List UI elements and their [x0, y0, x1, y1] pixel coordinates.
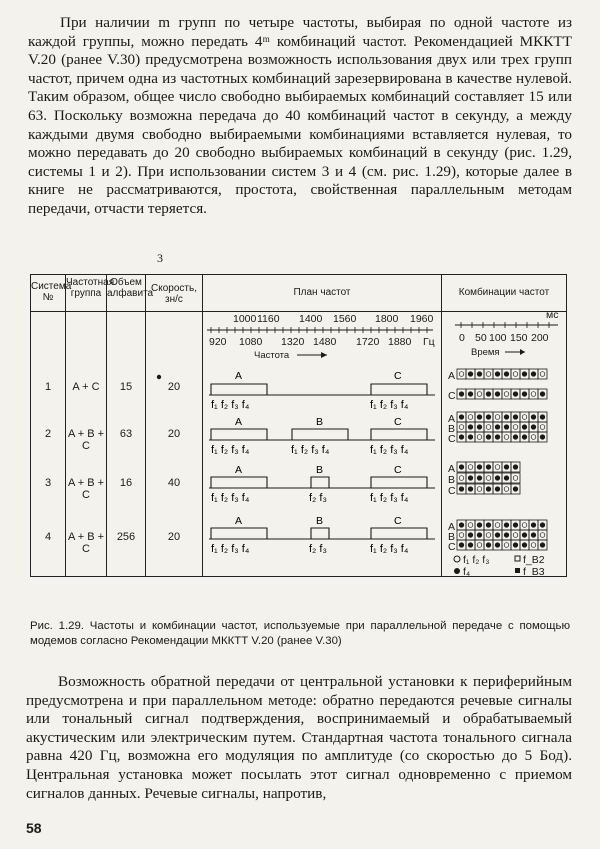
combo-dot: [459, 392, 464, 397]
combo-dot: [477, 415, 482, 420]
combination-grids: [457, 369, 547, 550]
paragraph-reverse-transmission: [26, 673, 572, 803]
combo-dot: [504, 372, 509, 377]
row2-band-c: C: [394, 416, 402, 428]
combo-cell: [529, 432, 538, 442]
combo-dot: [504, 435, 509, 440]
stray-dot: [157, 375, 161, 379]
figure-caption: Рис. 1.29. Частоты и комбинации частот, используемые при параллельной передаче с помощью модемов согласно Рекомендации МККТТ V.20 (ранее V.30): [30, 620, 570, 647]
row2-num: 2: [44, 428, 52, 440]
combo-dot: [468, 465, 473, 470]
combo-dot: [459, 487, 464, 492]
row2-band-b: B: [316, 416, 324, 428]
combo-dot: [477, 543, 482, 548]
combo-dot: [486, 533, 491, 538]
combo-cell: [520, 412, 529, 422]
combo-dot: [468, 487, 473, 492]
page-number: 58: [26, 820, 42, 836]
combo-dot: [477, 476, 482, 481]
combo-dot: [540, 523, 545, 528]
row4-band-c: C: [394, 515, 402, 527]
combo-dot: [468, 543, 473, 548]
row2-volume: 63: [119, 428, 133, 440]
paragraph-reverse-transmission-text: Возможность обратной передачи от центральной установки к периферийным предусмотрена и при параллельном методе: обратно передаются речевые сигналы или тональный сигнал подтверждения, воспринимаемый и обрабатываемый акустическим или электрическим путем. Стандартная частота тонального сигнала равна 420 Гц, возможна его модуляция по амплитуде (со скоростью до 5 Бод). Центральная установка может посылать этот сигнал одновременно с приемом сигналов данных. Речевые сигналы, напротив,: [26, 673, 572, 802]
combo-cell: [502, 389, 511, 399]
row3-band-a: A: [235, 464, 243, 476]
combo-dot: [531, 543, 536, 548]
combo-dot: [513, 372, 518, 377]
combo-dot: [504, 415, 509, 420]
combo-dot: [477, 533, 482, 538]
combo-dot: [468, 372, 473, 377]
combo-dot: [504, 392, 509, 397]
combo-dot: [522, 415, 527, 420]
legend-open-square: [515, 556, 520, 561]
row3-freqs-a: f₁ f₂ f₃ f₄: [211, 492, 250, 504]
time-150: 150: [510, 332, 528, 344]
row3-freqs-b: f₂ f₃: [309, 492, 327, 504]
row2-combo-a: A: [448, 413, 456, 425]
combo-dot: [540, 425, 545, 430]
combo-dot: [495, 543, 500, 548]
time-unit: мс: [546, 309, 559, 321]
combo-dot: [504, 523, 509, 528]
row4-freqs-c: f₁ f₂ f₃ f₄: [370, 543, 409, 555]
freq-bot-1480: 1480: [313, 336, 337, 348]
row1-groups: A + C: [72, 381, 100, 393]
header-combinations: Комбинации частот: [458, 287, 550, 298]
combo-dot: [513, 465, 518, 470]
combo-dot: [468, 476, 473, 481]
combo-cell: [502, 540, 511, 550]
row4-num: 4: [44, 531, 52, 543]
combo-dot: [522, 533, 527, 538]
legend-fb2: f_B2: [523, 554, 545, 566]
freq-bot-1880: 1880: [388, 336, 412, 348]
combo-cell: [502, 484, 511, 494]
combo-dot: [459, 523, 464, 528]
plan-row2: [209, 429, 435, 440]
combo-cell: [493, 412, 502, 422]
combo-dot: [486, 415, 491, 420]
combo-cell: [502, 432, 511, 442]
combo-dot: [522, 523, 527, 528]
combo-dot: [468, 523, 473, 528]
combo-dot: [531, 523, 536, 528]
combo-dot: [531, 533, 536, 538]
combo-cell: [457, 369, 466, 379]
combo-dot: [477, 435, 482, 440]
figure-table: [30, 274, 567, 577]
combo-dot: [540, 435, 545, 440]
combo-dot: [531, 425, 536, 430]
combo-dot: [477, 392, 482, 397]
combo-dot: [540, 533, 545, 538]
legend-open-circle: [454, 556, 460, 562]
header-system: Система №: [31, 281, 72, 303]
combo-dot: [513, 476, 518, 481]
plan-row3: [209, 477, 435, 488]
combo-dot: [495, 523, 500, 528]
legend-f123: f₁ f₂ f₃: [463, 554, 490, 566]
combo-dot: [513, 543, 518, 548]
combo-dot: [459, 415, 464, 420]
row4-combo-b: B: [448, 531, 456, 543]
combo-cell: [466, 462, 475, 472]
row1-combo-c: C: [448, 390, 456, 402]
combo-dot: [486, 476, 491, 481]
combo-dot: [504, 533, 509, 538]
combo-dot: [495, 392, 500, 397]
combo-dot: [495, 533, 500, 538]
row3-combo-a: A: [448, 463, 456, 475]
row1-combo-a: A: [448, 370, 456, 382]
combo-dot: [513, 435, 518, 440]
combo-dot: [468, 415, 473, 420]
combo-dot: [486, 435, 491, 440]
combo-dot: [531, 392, 536, 397]
combo-cell: [475, 540, 484, 550]
row4-combo-c: C: [448, 541, 456, 553]
row2-combo-b: B: [448, 423, 456, 435]
combo-dot: [459, 425, 464, 430]
combo-dot: [468, 425, 473, 430]
combo-dot: [513, 533, 518, 538]
combo-dot: [522, 392, 527, 397]
combo-cell: [493, 520, 502, 530]
frequency-scale: [207, 313, 435, 361]
legend-filled-square: [515, 568, 520, 573]
combo-dot: [477, 487, 482, 492]
combo-dot: [486, 372, 491, 377]
combo-dot: [468, 533, 473, 538]
plan-row4: [209, 528, 435, 539]
combo-dot: [513, 425, 518, 430]
combo-cell: [457, 530, 466, 540]
row3-combo-b: B: [448, 474, 456, 486]
combo-dot: [540, 543, 545, 548]
time-scale: [455, 309, 558, 358]
combo-dot: [486, 543, 491, 548]
combo-dot: [486, 425, 491, 430]
freq-bot-1720: 1720: [356, 336, 380, 348]
combo-dot: [522, 543, 527, 548]
plan-row1: [209, 384, 435, 395]
row3-volume: 16: [119, 477, 133, 489]
row1-freqs-a: f₁ f₂ f₃ f₄: [211, 399, 250, 411]
combo-cell: [511, 369, 520, 379]
combo-dot: [531, 435, 536, 440]
combo-cell: [538, 530, 547, 540]
row4-freqs-b: f₂ f₃: [309, 543, 327, 555]
row2-groups: A + B + C: [67, 428, 105, 452]
combo-dot: [504, 476, 509, 481]
combo-dot: [468, 392, 473, 397]
freq-top-1160: 1160: [257, 313, 280, 325]
combo-dot: [522, 435, 527, 440]
combo-cell: [457, 473, 466, 483]
combo-dot: [486, 465, 491, 470]
time-axis-label: Время: [471, 347, 500, 358]
combo-dot: [513, 487, 518, 492]
combo-cell: [529, 540, 538, 550]
combo-dot: [522, 372, 527, 377]
combo-dot: [495, 435, 500, 440]
combo-cell: [538, 422, 547, 432]
combo-cell: [475, 389, 484, 399]
freq-bot-1320: 1320: [281, 336, 305, 348]
combo-dot: [468, 435, 473, 440]
row1-speed: 20: [167, 381, 181, 393]
combo-dot: [504, 543, 509, 548]
combo-dot: [504, 465, 509, 470]
combo-cell: [457, 422, 466, 432]
combo-dot: [522, 425, 527, 430]
legend: [454, 554, 545, 576]
combo-dot: [459, 372, 464, 377]
combo-cell: [475, 432, 484, 442]
freq-top-1960: 1960: [410, 313, 434, 325]
freq-axis-label: Частота: [254, 350, 290, 361]
row4-freqs-a: f₁ f₂ f₃ f₄: [211, 543, 250, 555]
combo-cell: [493, 462, 502, 472]
stray-mark: 3: [157, 251, 163, 265]
row1-num: 1: [44, 381, 52, 393]
combo-dot: [540, 392, 545, 397]
combo-cell: [511, 473, 520, 483]
row3-freqs-c: f₁ f₂ f₃ f₄: [370, 492, 409, 504]
combo-cell: [466, 412, 475, 422]
combo-dot: [504, 425, 509, 430]
combo-dot: [477, 425, 482, 430]
row4-combo-a: A: [448, 521, 456, 533]
row2-freqs-c: f₁ f₂ f₃ f₄: [370, 444, 409, 456]
freq-bot-920: 920: [209, 336, 227, 348]
row1-band-a: A: [235, 370, 243, 382]
combo-dot: [486, 392, 491, 397]
header-volume: Объем алфавита: [107, 277, 154, 299]
combo-dot: [477, 372, 482, 377]
combo-dot: [504, 487, 509, 492]
freq-top-1560: 1560: [333, 313, 357, 325]
paragraph-intro-text: При наличии m групп по четыре частоты, выбирая по одной частоте из каждой группы, можно передать 4ᵐ комбинаций частот. Рекомендацией МККТТ V.20 (ранее V.30) предусмотрена возможность использования двух или трех групп частот, причем одна из частотных комбинаций зарезервирована в качестве нулевой. Таким образом, общее число свободно выбираемых комбинаций составляет 15 или 63. Поскольку возможна передача до 40 комбинаций частот в секунду, а между каждыми двумя свободно выбираемыми комбинациями вставляется нулевая, то можно передавать до 20 свободно выбираемых комбинаций в секунду (рис. 1.29, системы 1 и 2). При использовании систем 3 и 4 (см. рис. 1.29), которые далее в книге не рассматриваются, простота, свойственная параллельным методам передачи, отчасти теряется.: [28, 14, 572, 217]
row3-speed: 40: [167, 477, 181, 489]
combo-cell: [511, 422, 520, 432]
combo-dot: [531, 372, 536, 377]
freq-unit: Гц: [423, 336, 435, 348]
legend-fb3: f_B3: [523, 566, 545, 576]
combo-cell: [484, 530, 493, 540]
combo-dot: [513, 523, 518, 528]
row1-freqs-c: f₁ f₂ f₃ f₄: [370, 399, 409, 411]
freq-top-1400: 1400: [299, 313, 323, 325]
combo-dot: [495, 465, 500, 470]
row2-combo-c: C: [448, 433, 456, 445]
combo-cell: [475, 484, 484, 494]
combo-dot: [540, 415, 545, 420]
combo-dot: [486, 487, 491, 492]
row3-groups: A + B + C: [67, 477, 105, 501]
combo-cell: [511, 530, 520, 540]
combo-dot: [495, 487, 500, 492]
legend-f4: f₄: [463, 566, 471, 576]
row4-groups: A + B + C: [67, 531, 105, 555]
combo-dot: [459, 476, 464, 481]
header-speed: Скорость, зн/с: [151, 283, 197, 305]
row3-combo-c: C: [448, 485, 456, 497]
combo-cell: [466, 520, 475, 530]
frequency-plan-diagram: [31, 275, 566, 576]
row3-band-c: C: [394, 464, 402, 476]
combo-dot: [459, 533, 464, 538]
row4-band-b: B: [316, 515, 324, 527]
row4-band-a: A: [235, 515, 243, 527]
combo-dot: [477, 465, 482, 470]
combo-dot: [513, 392, 518, 397]
time-50: 50: [475, 332, 487, 344]
freq-top-1800: 1800: [375, 313, 399, 325]
combo-dot: [459, 543, 464, 548]
time-0: 0: [459, 332, 465, 344]
header-plan: План частот: [293, 287, 351, 298]
combo-cell: [484, 473, 493, 483]
combo-dot: [495, 415, 500, 420]
combo-dot: [495, 372, 500, 377]
combo-cell: [520, 520, 529, 530]
row1-band-c: C: [394, 370, 402, 382]
row4-volume: 256: [116, 531, 136, 543]
combo-dot: [531, 415, 536, 420]
freq-top-1000: 1000: [233, 313, 257, 325]
paragraph-intro: [28, 14, 572, 219]
row2-band-a: A: [235, 416, 243, 428]
combo-dot: [495, 476, 500, 481]
combo-dot: [513, 415, 518, 420]
header-group: Частотная группа: [66, 277, 115, 299]
row2-freqs-b: f₁ f₂ f₃ f₄: [291, 444, 330, 456]
row4-speed: 20: [167, 531, 181, 543]
combo-cell: [484, 422, 493, 432]
time-100: 100: [489, 332, 507, 344]
row3-num: 3: [44, 477, 52, 489]
combo-dot: [477, 523, 482, 528]
combo-dot: [459, 465, 464, 470]
row1-volume: 15: [119, 381, 133, 393]
row2-freqs-a: f₁ f₂ f₃ f₄: [211, 444, 250, 456]
combo-cell: [538, 369, 547, 379]
combo-dot: [486, 523, 491, 528]
freq-bot-1080: 1080: [239, 336, 263, 348]
combo-dot: [459, 435, 464, 440]
row3-band-b: B: [316, 464, 324, 476]
combo-dot: [540, 372, 545, 377]
combo-cell: [529, 389, 538, 399]
combo-dot: [495, 425, 500, 430]
row2-speed: 20: [167, 428, 181, 440]
combo-cell: [484, 369, 493, 379]
time-200: 200: [531, 332, 549, 344]
legend-filled-circle: [454, 568, 460, 574]
